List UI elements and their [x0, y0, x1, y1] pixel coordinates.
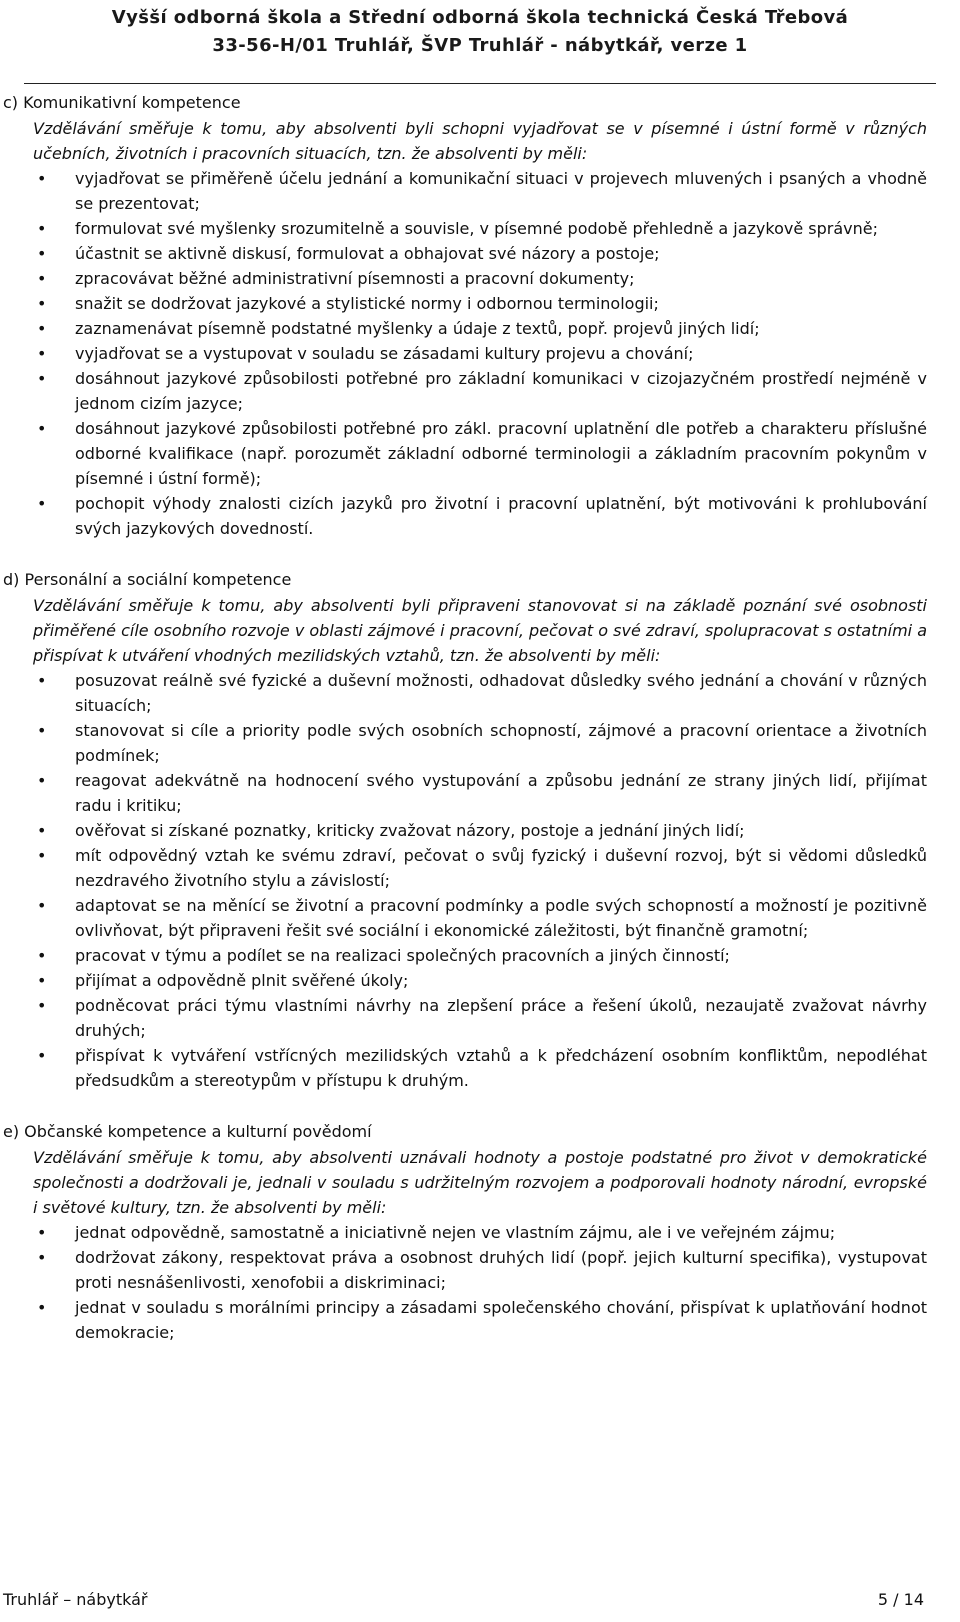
section-intro: Vzdělávání směřuje k tomu, aby absolventi byli schopni vyjadřovat se v písemné i ústní formě v různých učebních, životních i pracovních situacích, tzn. že absolventi by měli:	[33, 119, 927, 163]
list-item: • podněcovat práci týmu vlastními návrhy na zlepšení práce a řešení úkolů, nezaujatě zvažovat návrhy druhých;	[33, 993, 927, 1043]
section-title: e) Občanské kompetence a kulturní povědomí	[3, 1122, 372, 1141]
list-item: • zpracovávat běžné administrativní písemnosti a pracovní dokumenty;	[33, 266, 927, 291]
section-title: d) Personální a sociální kompetence	[3, 570, 292, 589]
document-body	[3, 90, 927, 1371]
list-item: • dosáhnout jazykové způsobilosti potřebné pro základní komunikaci v cizojazyčném prostředí nejméně v jednom cizím jazyce;	[33, 366, 927, 416]
list-item: • formulovat své myšlenky srozumitelně a souvisle, v písemné podobě přehledně a jazykově správně;	[33, 216, 927, 241]
header-divider	[24, 83, 936, 84]
list-item: • vyjadřovat se a vystupovat v souladu se zásadami kultury projevu a chování;	[33, 341, 927, 366]
list-item: • pochopit výhody znalosti cizích jazyků pro životní i pracovní uplatnění, být motivováni k prohlubování svých jazykových dovedností.	[33, 491, 927, 541]
section-civic-cultural	[3, 1119, 927, 1345]
list-item: • ověřovat si získané poznatky, kriticky zvažovat názory, postoje a jednání jiných lidí;	[33, 818, 927, 843]
list-item: • reagovat adekvátně na hodnocení svého vystupování a způsobu jednání ze strany jiných lidí, přijímat radu i kritiku;	[33, 768, 927, 818]
page-number: 5 / 14	[877, 1590, 924, 1609]
list-item: • jednat v souladu s morálními principy a zásadami společenského chování, přispívat k uplatňování hodnot demokracie;	[33, 1295, 927, 1345]
list-item: • účastnit se aktivně diskusí, formulovat a obhajovat své názory a postoje;	[33, 241, 927, 266]
list-item: • posuzovat reálně své fyzické a duševní možnosti, odhadovat důsledky svého jednání a chování v různých situacích;	[33, 668, 927, 718]
program-name: 33-56-H/01 Truhlář, ŠVP Truhlář - nábytkář, verze 1	[212, 35, 748, 56]
list-item: • zaznamenávat písemně podstatné myšlenky a údaje z textů, popř. projevů jiných lidí;	[33, 316, 927, 341]
list-item: • dodržovat zákony, respektovat práva a osobnost druhých lidí (popř. jejich kulturní specifika), vystupovat proti nesnášenlivosti, xenofobii a diskriminaci;	[33, 1245, 927, 1295]
section-communicative	[3, 90, 927, 541]
school-name: Vyšší odborná škola a Střední odborná škola technická Česká Třebová	[111, 7, 849, 28]
section-intro: Vzdělávání směřuje k tomu, aby absolventi byli připraveni stanovovat si na základě poznání své osobnosti přiměřené cíle osobního rozvoje v oblasti zájmové i pracovní, pečovat o své zdraví, spolupracovat s ostatními a přispívat k utváření vhodných mezilidských vztahů, tzn. že absolventi by měli:	[33, 596, 927, 665]
list-item: • stanovovat si cíle a priority podle svých osobních schopností, zájmové a pracovní orientace a životních podmínek;	[33, 718, 927, 768]
competence-list	[33, 1220, 927, 1345]
section-title: c) Komunikativní kompetence	[3, 93, 241, 112]
list-item: • přijímat a odpovědně plnit svěřené úkoly;	[33, 968, 927, 993]
footer-title: Truhlář – nábytkář	[3, 1590, 148, 1609]
section-personal-social	[3, 567, 927, 1093]
list-item: • vyjadřovat se přiměřeně účelu jednání a komunikační situaci v projevech mluvených i psaných a vhodně se prezentovat;	[33, 166, 927, 216]
competence-list	[33, 668, 927, 1093]
list-item: • mít odpovědný vztah ke svému zdraví, pečovat o svůj fyzický i duševní rozvoj, být si vědomi důsledků nezdravého životního stylu a závislostí;	[33, 843, 927, 893]
list-item: • dosáhnout jazykové způsobilosti potřebné pro zákl. pracovní uplatnění dle potřeb a charakteru příslušné odborné kvalifikace (např. porozumět základní odborné terminologii a základním pracovním pokynům v písemné i ústní formě);	[33, 416, 927, 491]
section-intro: Vzdělávání směřuje k tomu, aby absolventi uznávali hodnoty a postoje podstatné pro život v demokratické společnosti a dodržovali je, jednali v souladu s udržitelným rozvojem a podporovali hodnoty národní, evropské i světové kultury, tzn. že absolventi by měli:	[33, 1148, 927, 1217]
list-item: • přispívat k vytváření vstřícných mezilidských vztahů a k předcházení osobním konfliktům, nepodléhat předsudkům a stereotypům v přístupu k druhým.	[33, 1043, 927, 1093]
list-item: • pracovat v týmu a podílet se na realizaci společných pracovních a jiných činností;	[33, 943, 927, 968]
page-header	[0, 4, 960, 60]
list-item: • snažit se dodržovat jazykové a stylistické normy i odbornou terminologii;	[33, 291, 927, 316]
competence-list	[33, 166, 927, 541]
list-item: • jednat odpovědně, samostatně a iniciativně nejen ve vlastním zájmu, ale i ve veřejném zájmu;	[33, 1220, 927, 1245]
page-footer	[0, 1590, 960, 1614]
list-item: • adaptovat se na měnící se životní a pracovní podmínky a podle svých schopností a možností je pozitivně ovlivňovat, být připraveni řešit své sociální i ekonomické záležitosti, být finančně gramotní;	[33, 893, 927, 943]
